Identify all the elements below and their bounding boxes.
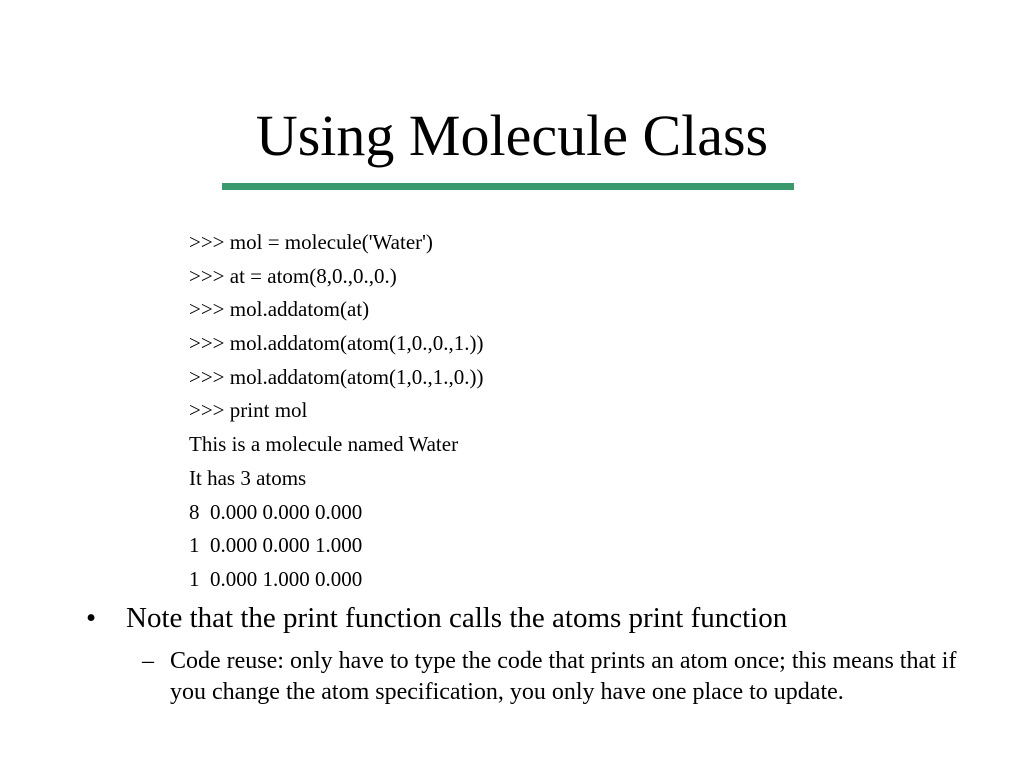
title-underline [222,183,794,190]
output-line: It has 3 atoms [189,465,307,490]
bullet-marker: • [86,602,97,634]
output-line: 8 0.000 0.000 0.000 [189,499,363,524]
bullet-text: Note that the print function calls the atoms print function [126,602,788,634]
sub-bullet-marker: – [142,648,154,674]
output-line: This is a molecule named Water [189,432,459,457]
code-block [189,226,889,597]
code-line: >>> mol = molecule('Water') [189,230,433,254]
slide-title: Using Molecule Class [255,103,769,168]
code-line: >>> print mol [189,398,308,423]
code-line: >>> mol.addatom(atom(1,0.,1.,0.)) [189,364,484,389]
sub-bullet-text: Code reuse: only have to type the code that prints an atom once; this means that if you change the atom specification, you only have one place to update. [170,648,957,705]
output-line: 1 0.000 0.000 1.000 [189,533,363,558]
output-line: 1 0.000 1.000 0.000 [189,566,363,591]
code-line: >>> mol.addatom(atom(1,0.,0.,1.)) [189,331,484,356]
code-line: >>> mol.addatom(at) [189,297,370,322]
code-line: >>> at = atom(8,0.,0.,0.) [189,263,397,288]
